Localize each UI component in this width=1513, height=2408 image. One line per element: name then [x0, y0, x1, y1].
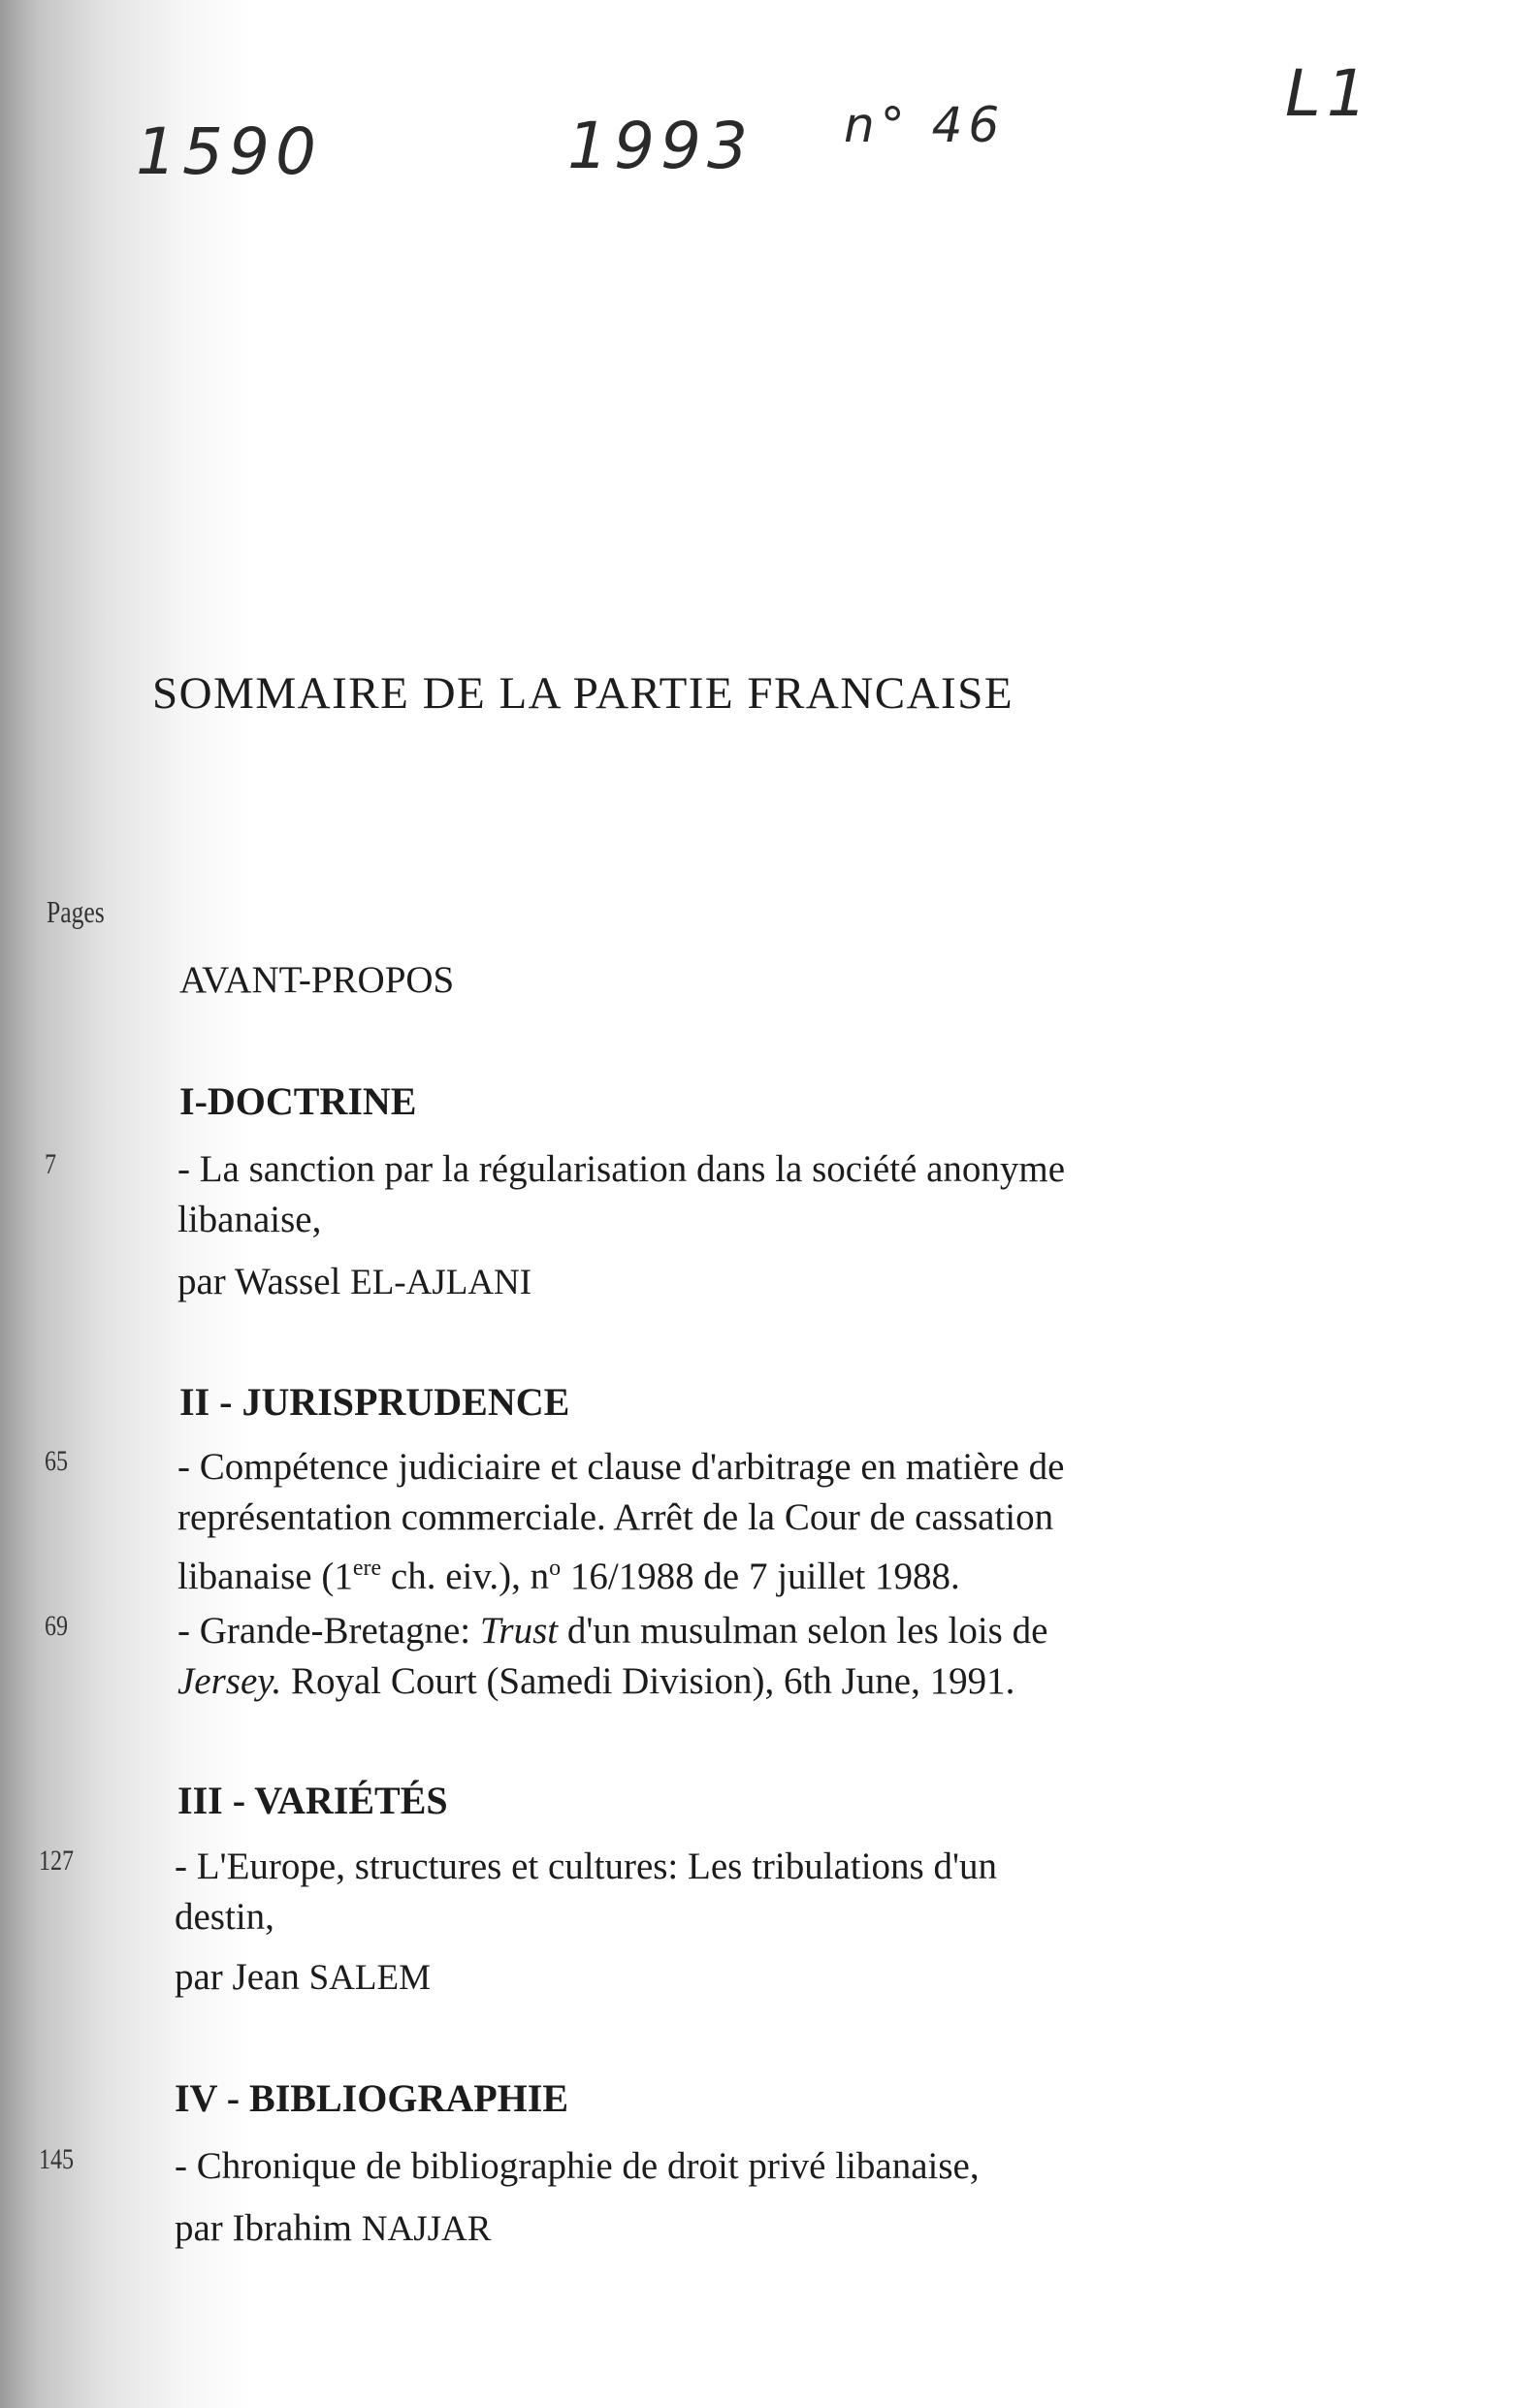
entry-line: [177, 1606, 1047, 1656]
author-line: [177, 1257, 531, 1308]
avant-propos: AVANT-PROPOS: [179, 959, 455, 1001]
entry-line: - Chronique de bibliographie de droit privé libanaise,: [175, 2145, 980, 2187]
entry-line: destin,: [175, 1896, 274, 1938]
author-prefix: par Jean: [175, 1956, 300, 1998]
entry-text: 16/1988 de 7 juillet 1988.: [561, 1556, 960, 1597]
toc-entry-sanction: [177, 1144, 1065, 1245]
toc-entry-europe: [175, 1842, 997, 1942]
entry-text: - Grande-Bretagne:: [177, 1610, 480, 1652]
superscript: o: [549, 1556, 562, 1581]
toc-entry-chronique: [175, 2141, 980, 2192]
entry-text: libanaise (1: [177, 1556, 353, 1597]
section-heading-varietes: III - VARIÉTÉS: [177, 1779, 448, 1822]
author-name: NAJJAR: [361, 2209, 492, 2249]
superscript: ere: [352, 1556, 382, 1581]
page-number: 127: [39, 1845, 74, 1877]
entry-line: [177, 1543, 1064, 1602]
entry-line: [177, 1656, 1047, 1707]
handwritten-note-1590: 1590: [136, 114, 322, 189]
author-prefix: par Wassel: [177, 1261, 341, 1302]
author-name: EL-AJLANI: [350, 1263, 532, 1302]
entry-text: Royal Court (Samedi Division), 6th June, 1991.: [281, 1660, 1015, 1702]
handwritten-note-number: n° 46: [844, 97, 1006, 153]
entry-italic: Trust: [479, 1610, 559, 1652]
page-number: 69: [45, 1610, 68, 1642]
handwritten-note-year: 1993: [567, 109, 754, 183]
entry-text: ch. eiv.), n: [381, 1556, 550, 1597]
page-number: 145: [39, 2143, 74, 2175]
author-name: SALEM: [308, 1958, 432, 1998]
author-line: [175, 2203, 491, 2255]
entry-italic: Jersey.: [177, 1660, 282, 1702]
page-number: 65: [45, 1445, 68, 1477]
handwritten-note-l1: L1: [1285, 56, 1373, 131]
author-line: [175, 1952, 431, 2004]
entry-line: - La sanction par la régularisation dans la société anonyme: [177, 1148, 1066, 1190]
section-heading-bibliographie: IV - BIBLIOGRAPHIE: [175, 2076, 569, 2120]
toc-entry-competence: [177, 1442, 1064, 1602]
entry-text: d'un musulman selon les lois de: [558, 1610, 1048, 1652]
author-prefix: par Ibrahim: [175, 2207, 353, 2249]
toc-entry-trust: [177, 1606, 1047, 1707]
entry-line: libanaise,: [177, 1199, 322, 1240]
section-heading-jurisprudence: II - JURISPRUDENCE: [179, 1380, 570, 1424]
entry-line: - L'Europe, structures et cultures: Les tribulations d'un: [175, 1846, 998, 1887]
page-number: 7: [45, 1148, 56, 1180]
entry-line: - Compétence judiciaire et clause d'arbitrage en matière de: [177, 1446, 1065, 1488]
section-heading-doctrine: I-DOCTRINE: [179, 1079, 417, 1123]
entry-line: représentation commerciale. Arrêt de la Cour de cassation: [177, 1496, 1054, 1538]
page-title: SOMMAIRE DE LA PARTIE FRANCAISE: [152, 668, 1014, 719]
pages-column-label: Pages: [47, 894, 105, 929]
